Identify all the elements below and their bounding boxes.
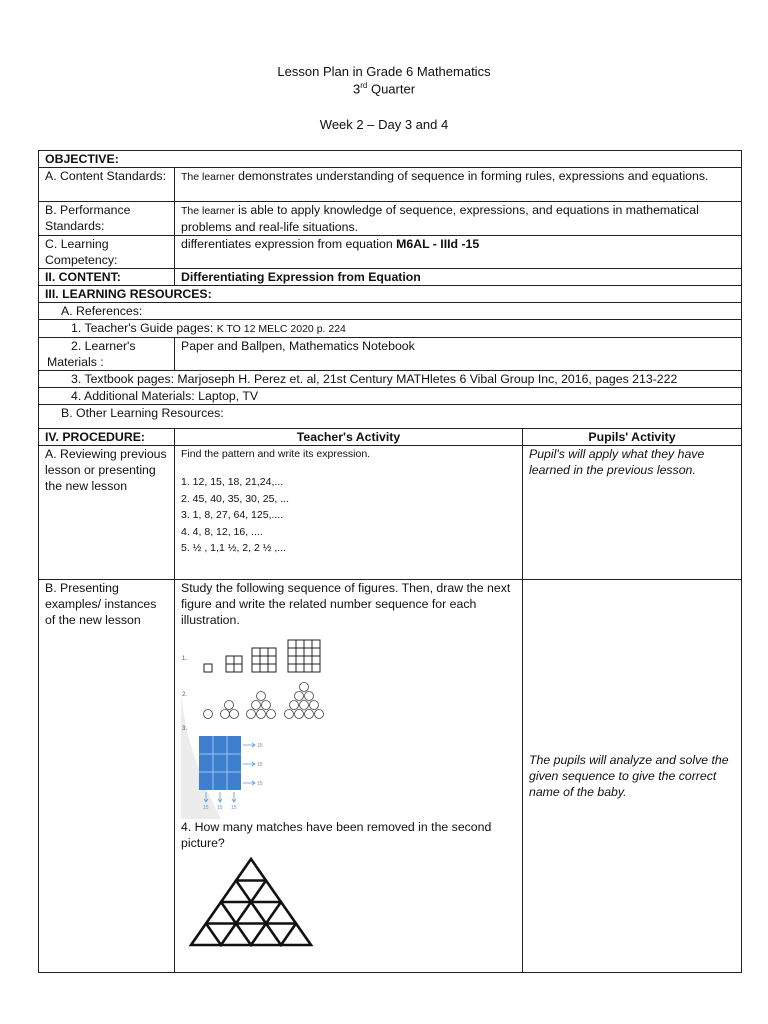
procedure-a-row [39, 446, 742, 580]
circle [247, 710, 256, 719]
quarter-heading [0, 81, 768, 96]
content-prefix: The learner [181, 171, 235, 183]
content-standards-label: A. Content Standards: [39, 168, 175, 202]
resources-heading-row [39, 286, 742, 303]
learner-label-line2: Materials : [47, 355, 104, 369]
grid-2x2-lines [226, 656, 242, 672]
content-row [39, 269, 742, 286]
circle-triangles [204, 683, 324, 719]
learner-materials-value: Paper and Ballpen, Mathematics Notebook [175, 338, 742, 371]
lesson-plan-table [38, 150, 742, 973]
sequence-item: 3. 1, 8, 27, 64, 125,.... [181, 509, 284, 521]
teacher-guide-row [39, 320, 742, 338]
sequence-figures [181, 634, 341, 819]
procedure-b-teacher [175, 580, 523, 973]
pattern-instruction: Find the pattern and write its expression. [181, 448, 371, 460]
circle [310, 701, 319, 710]
procedure-a-teacher [175, 446, 523, 580]
content-value: Differentiating Expression from Equation [175, 269, 742, 286]
additional-materials: 4. Additional Materials: Laptop, TV [39, 388, 742, 405]
grid-4x4-lines [288, 640, 320, 672]
quarter-suffix: rd [360, 81, 368, 90]
competency-text: differentiates expression from equation [181, 237, 393, 251]
competency-value [175, 236, 742, 269]
document-title: Lesson Plan in Grade 6 Mathematics [277, 64, 491, 79]
performance-standards-value [175, 202, 742, 236]
circle [257, 692, 266, 701]
diagonal-sticks [206, 881, 296, 946]
fig-row-label: 3. [182, 726, 188, 732]
teacher-guide-label: 1. Teacher's Guide pages: [71, 321, 214, 335]
learner-label-line1: 2. Learner's [71, 339, 136, 353]
circle [305, 710, 314, 719]
textbook-pages: 3. Textbook pages: Marjoseph H. Perez et. al, 21st Century MATHletes 6 Vibal Group Inc, 2016, pages 213-222 [39, 371, 742, 388]
additional-materials-row [39, 388, 742, 405]
procedure-heading: IV. PROCEDURE: [39, 429, 175, 446]
content-text: demonstrates understanding of sequence in forming rules, expressions and equations. [238, 169, 709, 183]
competency-row [39, 236, 742, 269]
content-standards-row [39, 168, 742, 202]
arrow-right [243, 781, 255, 785]
circle [221, 710, 230, 719]
grid-value-label: 15 [231, 805, 237, 811]
references-row [39, 303, 742, 320]
performance-prefix: The learner [181, 205, 235, 217]
resources-heading: III. LEARNING RESOURCES: [39, 286, 742, 303]
circle [262, 701, 271, 710]
week-heading: Week 2 – Day 3 and 4 [319, 117, 449, 132]
competency-label: C. Learning Competency: [39, 236, 175, 269]
figure-instruction: Study the following sequence of figures. Then, draw the next figure and write the related number sequence for each illustration. [181, 581, 511, 627]
sequence-item: 2. 45, 40, 35, 30, 25, ... [181, 492, 289, 505]
circle [315, 710, 324, 719]
teacher-guide-value: K TO 12 MELC 2020 p. 224 [216, 323, 346, 335]
sequence-item: 5. ½ , 1,1 ½, 2, 2 ½ ,... [181, 542, 287, 554]
circle [230, 710, 239, 719]
grid-value-label: 15 [217, 805, 223, 811]
other-resources: B. Other Learning Resources: [39, 405, 742, 429]
quarter-number: 3 [352, 81, 361, 97]
circle [225, 701, 234, 710]
matches-question: 4. How many matches have been removed in the second picture? [181, 820, 492, 850]
textbook-row [39, 371, 742, 388]
circle [204, 710, 213, 719]
procedure-b-row [39, 580, 742, 973]
matchsticks [191, 859, 311, 945]
grid-value-label: 15 [257, 743, 263, 749]
grid-value-label: 15 [257, 762, 263, 768]
procedure-heading-row [39, 429, 742, 446]
performance-standards-row [39, 202, 742, 236]
objective-heading: OBJECTIVE: [39, 151, 742, 168]
fig-row-label: 2. [182, 692, 188, 698]
pupils-activity-heading: Pupils' Activity [523, 429, 742, 446]
fig-row-label: 1. [182, 656, 188, 662]
circle [295, 710, 304, 719]
arrow-right [243, 743, 255, 747]
square-grids [204, 640, 320, 672]
matchstick-triangle [181, 855, 321, 949]
learner-materials-row [39, 338, 742, 371]
grid-3x3 [252, 648, 276, 672]
competency-code: M6AL - IIId -15 [396, 237, 480, 251]
circle [267, 710, 276, 719]
objective-row [39, 151, 742, 168]
circle [305, 692, 314, 701]
circle [285, 710, 294, 719]
references-label: A. References: [39, 303, 742, 320]
arrow-right [243, 762, 255, 766]
circle [300, 683, 309, 692]
circle [300, 701, 309, 710]
arrow-down [232, 792, 236, 802]
blue-grid-fill [199, 736, 241, 790]
performance-text: is able to apply knowledge of sequence, expressions, and equations in mathematical problems and real-life situations. [181, 203, 699, 234]
teacher-activity-heading: Teacher's Activity [175, 429, 523, 446]
circle [257, 710, 266, 719]
learner-materials-label [39, 338, 175, 371]
sequence-item: 4. 4, 8, 12, 16, .... [181, 525, 263, 538]
procedure-a-pupils: Pupil's will apply what they have learned in the previous lesson. [523, 446, 742, 580]
procedure-b-label: B. Presenting examples/ instances of the new lesson [39, 580, 175, 973]
circle [290, 701, 299, 710]
circle [295, 692, 304, 701]
teacher-guide-pages [39, 320, 742, 338]
quarter-word: Quarter [370, 81, 416, 97]
arrow-down [218, 792, 222, 802]
procedure-b-pupils: The pupils will analyze and solve the given sequence to give the correct name of the baby. [523, 580, 742, 973]
procedure-a-label: A. Reviewing previous lesson or presenting the new lesson [39, 446, 175, 580]
sequence-item: 1. 12, 15, 18, 21,24,... [181, 476, 284, 488]
other-resources-row [39, 405, 742, 429]
grid-value-label: 15 [257, 781, 263, 787]
performance-standards-label: B. Performance Standards: [39, 202, 175, 236]
grid-value-label: 15 [203, 805, 209, 811]
sequence-list [181, 474, 516, 557]
content-standards-value [175, 168, 742, 202]
grid-1x1 [204, 664, 212, 672]
content-label: II. CONTENT: [39, 269, 175, 286]
grid-3x3-lines [252, 648, 276, 672]
circle [252, 701, 261, 710]
